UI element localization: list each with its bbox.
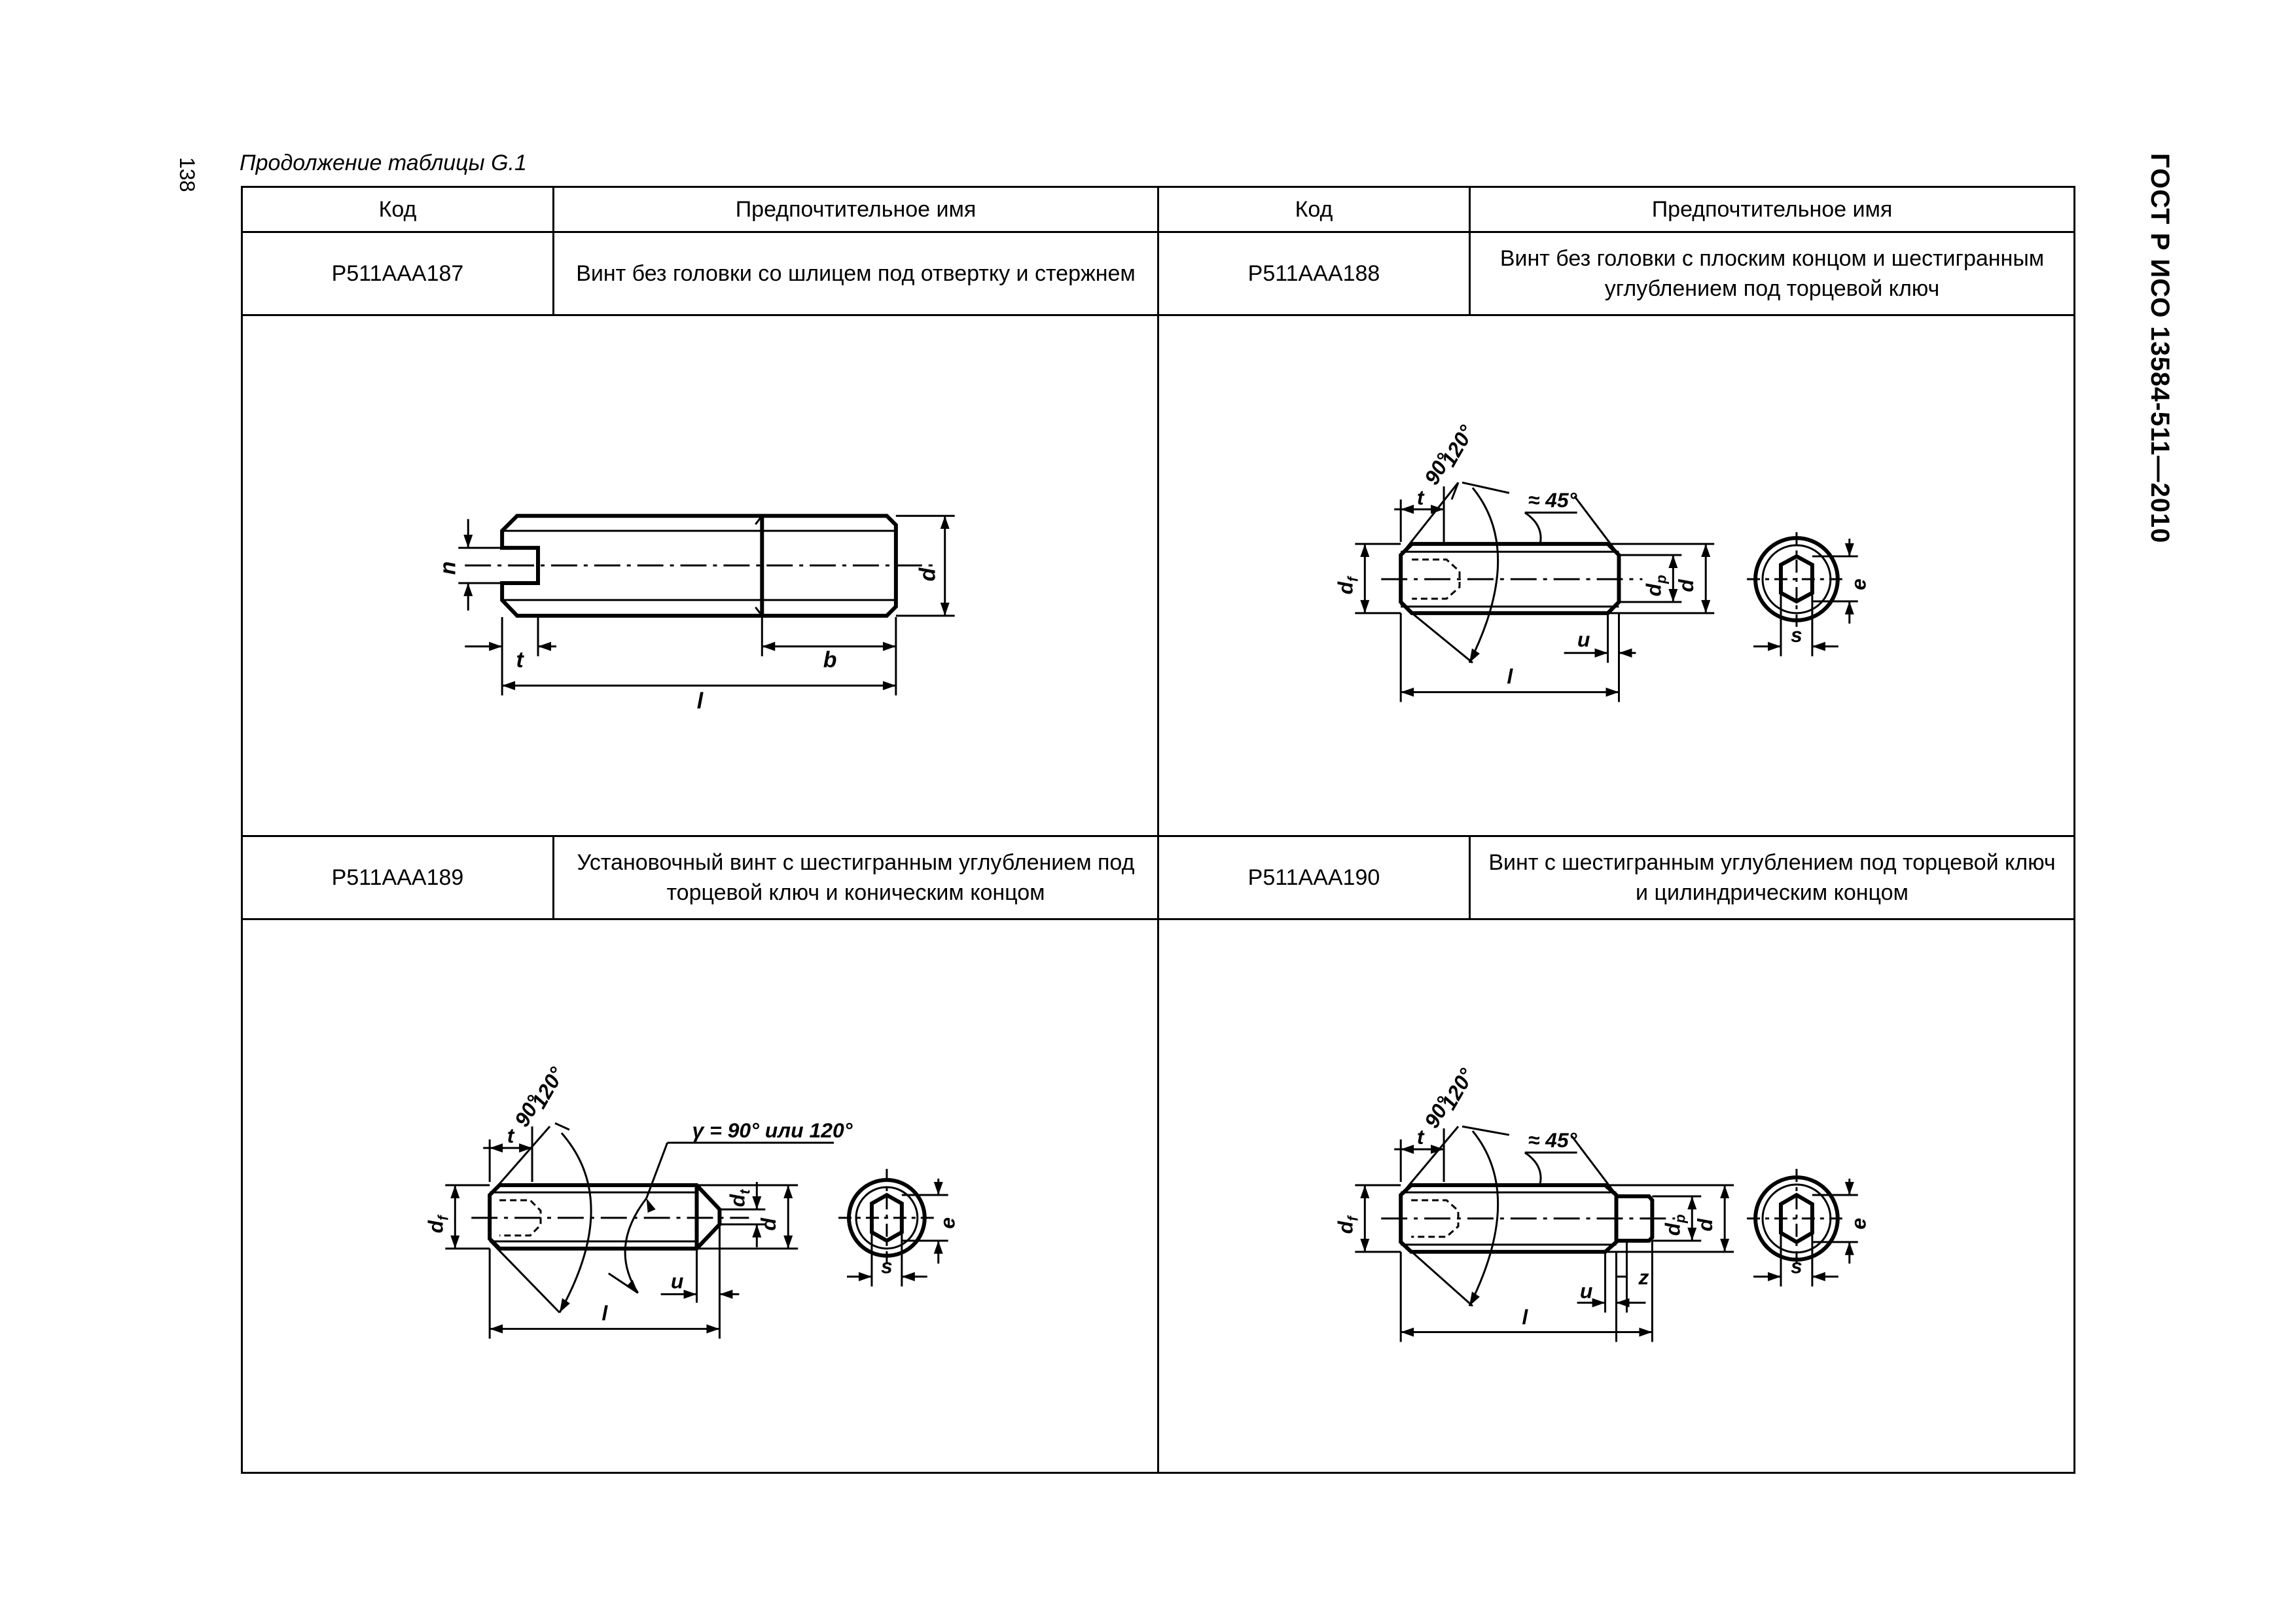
dim-s: s	[1791, 1254, 1803, 1278]
dim-s: s	[881, 1254, 893, 1278]
header-preferred-name: Предпочтительное имя	[1470, 187, 2075, 232]
dim-d: d	[1674, 579, 1698, 592]
drawing-cell-190	[1158, 919, 2075, 1473]
code-cell: P511AAA189	[242, 836, 554, 919]
dim-b: b	[823, 647, 837, 673]
drawing-cell-188	[1158, 315, 2075, 836]
dim-t: t	[1416, 1125, 1424, 1149]
angle-90: 90°	[509, 1091, 547, 1131]
dim-d: d	[915, 567, 941, 582]
header-preferred-name: Предпочтительное имя	[554, 187, 1158, 232]
slotted-set-screw-drawing	[243, 316, 1157, 835]
name-cell: Винт с шестигранным углублением под торцевой ключ и цилиндрическим концом	[1470, 836, 2075, 919]
dim-t: t	[1416, 486, 1424, 510]
dim-z: z	[1638, 1265, 1649, 1289]
dim-dp: $d_p$	[1660, 1214, 1689, 1236]
angle-120: 120°	[1436, 1064, 1479, 1114]
table-continuation-caption: Продолжение таблицы G.1	[240, 151, 527, 175]
angle-45: ≈ 45°	[1528, 1128, 1577, 1152]
angle-90: 90°	[1419, 1092, 1456, 1132]
name-cell: Установочный винт с шестигранным углублением под торцевой ключ и коническим концом	[554, 836, 1158, 919]
cone-point-hex-socket-screw-drawing	[243, 920, 1157, 1472]
dim-u: u	[1577, 627, 1590, 651]
dim-e: e	[1846, 1218, 1871, 1230]
dim-u: u	[1579, 1279, 1593, 1303]
document-code: ГОСТ Р ИСО 13584-511—2010	[2145, 153, 2174, 544]
angle-90: 90°	[1419, 449, 1456, 489]
dim-df: $d_f$	[423, 1215, 452, 1234]
dim-dt: $d_t$	[725, 1189, 753, 1207]
dim-df: $d_f$	[1333, 1216, 1361, 1234]
dim-s: s	[1791, 622, 1803, 647]
code-cell: P511AAA188	[1158, 232, 1470, 315]
drawing-row	[242, 315, 2075, 836]
drawing-cell-187	[242, 315, 1158, 836]
dog-point-hex-socket-screw-drawing	[1159, 920, 2073, 1472]
table-row	[242, 232, 2075, 315]
dim-t: t	[516, 647, 524, 673]
page-number: 138	[175, 157, 199, 192]
dim-d: d	[1693, 1219, 1717, 1232]
dim-l: l	[1507, 664, 1513, 688]
header-code: Код	[242, 187, 554, 232]
code-cell: P511AAA187	[242, 232, 554, 315]
dim-df: $d_f$	[1333, 577, 1361, 595]
flat-point-hex-socket-screw-drawing	[1159, 316, 2073, 835]
name-cell: Винт без головки со шлицем под отвертку и стержнем	[554, 232, 1158, 315]
dim-l: l	[696, 688, 704, 714]
dim-l: l	[601, 1301, 608, 1325]
angle-120: 120°	[526, 1063, 569, 1113]
dim-n: n	[435, 561, 461, 575]
dim-t: t	[507, 1124, 514, 1148]
table-row	[242, 836, 2075, 919]
dim-dp: $d_p$	[1641, 575, 1670, 597]
screw-table	[241, 186, 2075, 1474]
angle-45: ≈ 45°	[1528, 488, 1577, 512]
angle-120: 120°	[1436, 421, 1479, 471]
drawing-cell-189	[242, 919, 1158, 1473]
dim-e: e	[935, 1217, 960, 1229]
table-header-row	[242, 187, 2075, 232]
header-code: Код	[1158, 187, 1470, 232]
gamma-angle: γ = 90° или 120°	[692, 1118, 853, 1143]
dim-e: e	[1846, 579, 1871, 590]
name-cell: Винт без головки с плоским концом и шестигранным углублением под торцевой ключ	[1470, 232, 2075, 315]
dim-d: d	[757, 1218, 781, 1231]
drawing-row	[242, 919, 2075, 1473]
dim-l: l	[1522, 1305, 1528, 1329]
dim-u: u	[670, 1269, 684, 1293]
code-cell: P511AAA190	[1158, 836, 1470, 919]
